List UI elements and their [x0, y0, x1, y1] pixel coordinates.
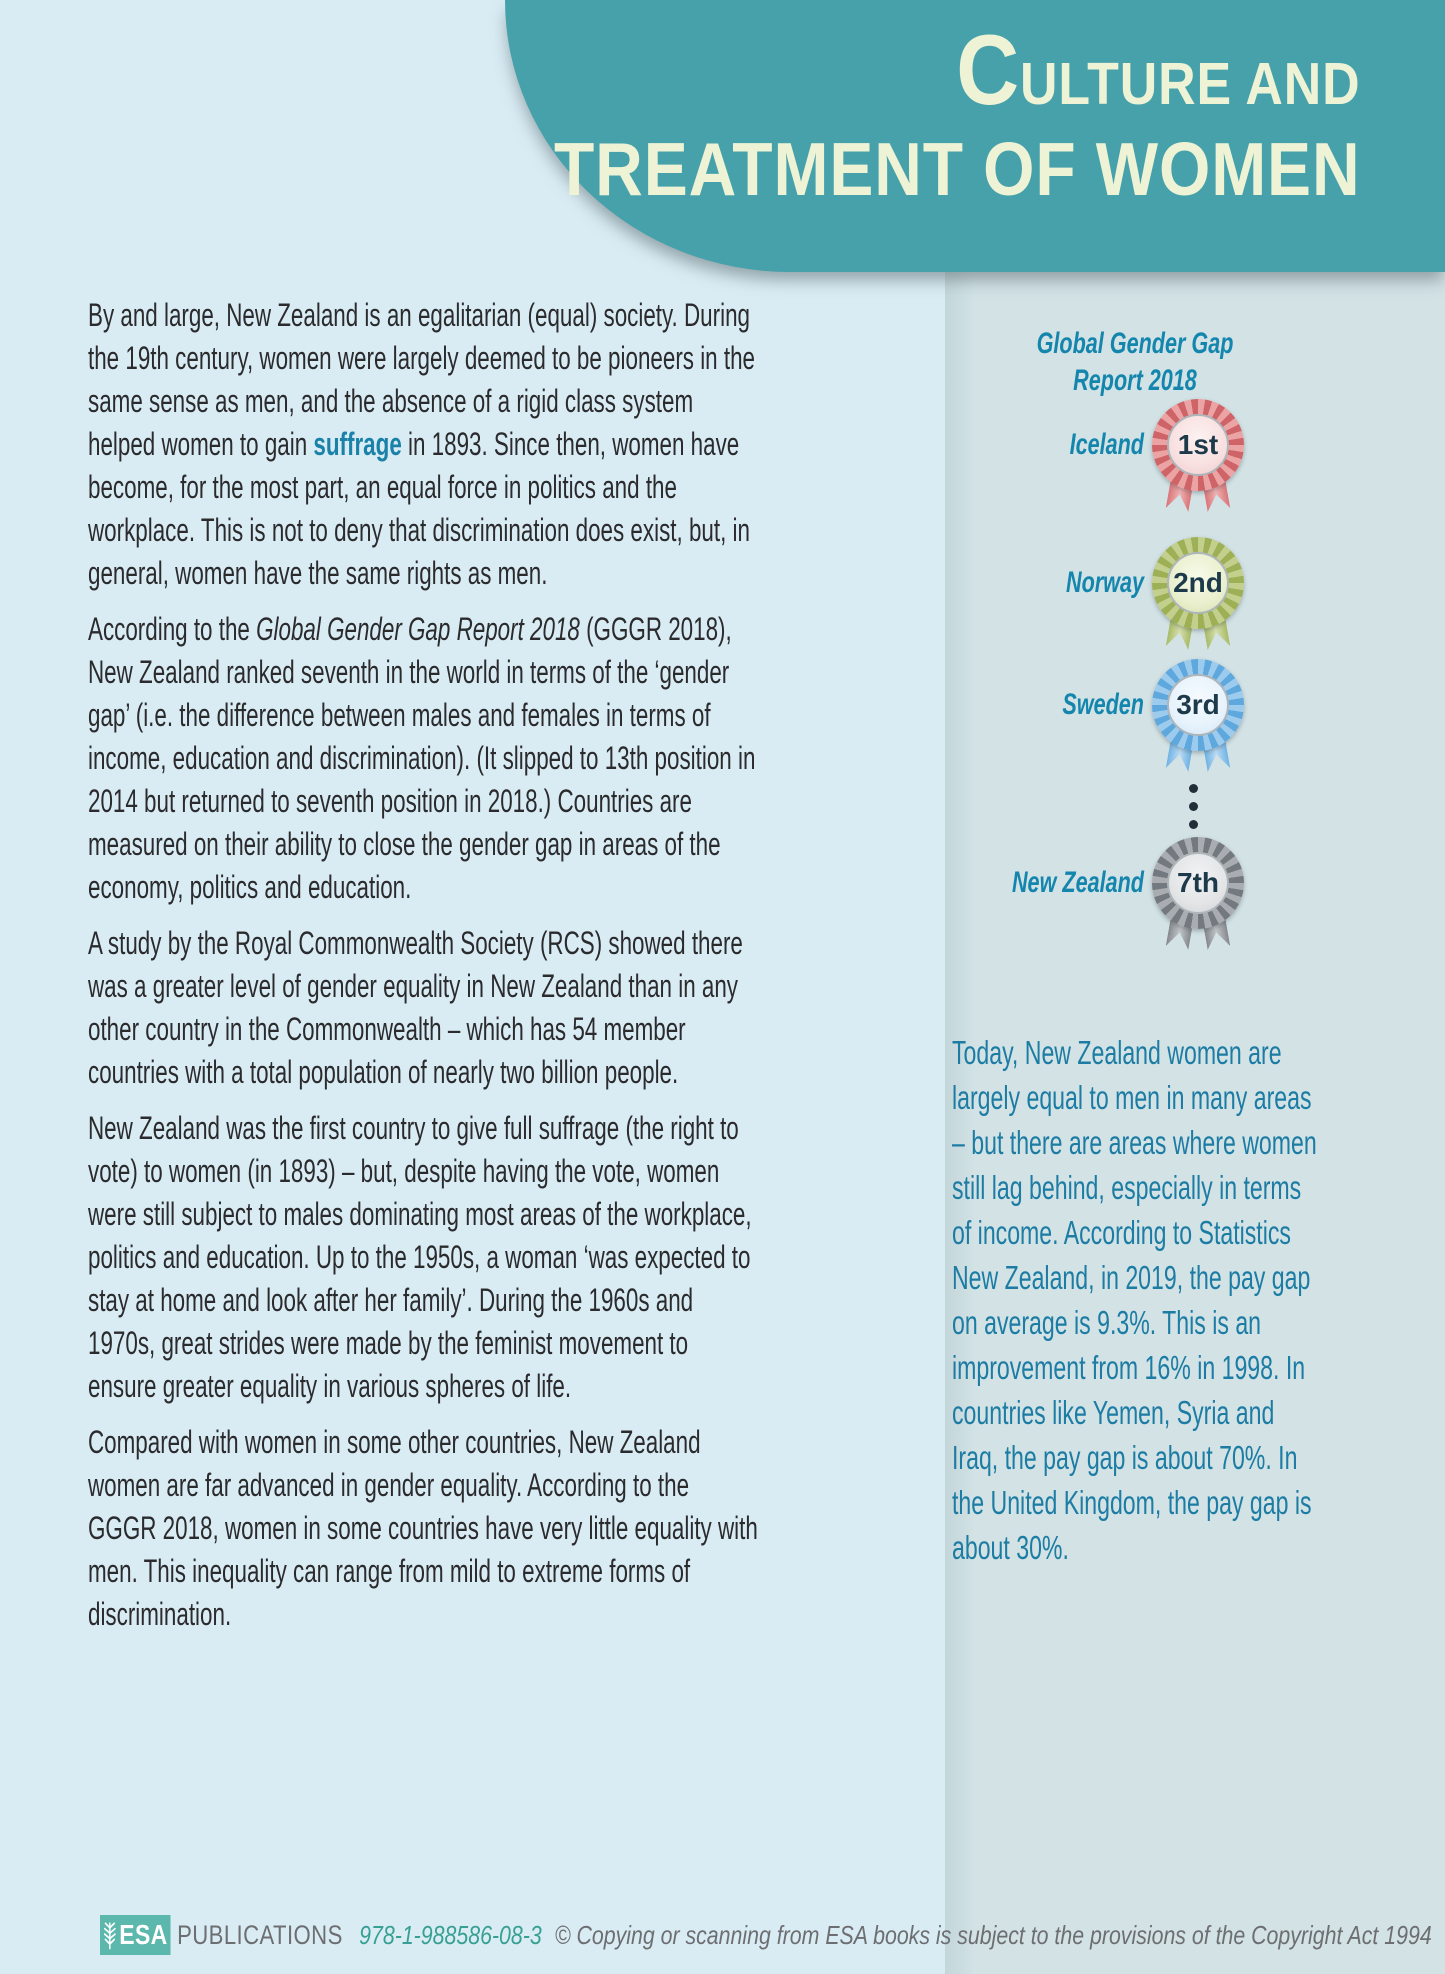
rank-badge: 1st — [1167, 414, 1229, 476]
paragraph-1: By and large, New Zealand is an egalitarian (equal) society. During the 19th century, women were largely deemed to be pioneers in the same sense as men, and the absence of a rigid class system helped women to gain suffrage in 1893. Since then, women have become, for the most part, an equal force in politics and the workplace. This is not to deny that discrimination does exist, but, in general, women have the same rights as men. — [88, 297, 756, 591]
rank-badge: 3rd — [1167, 674, 1229, 736]
dot — [1189, 820, 1198, 829]
paragraph-3: A study by the Royal Commonwealth Society (RCS) showed there was a greater level of gender equality in New Zealand than in any other country in the Commonwealth – which has 54 member countries with a total population of nearly two billion people. — [88, 925, 743, 1090]
country-label: Iceland — [1069, 428, 1144, 461]
ranking-row-sweden — [948, 659, 1244, 751]
country-label: New Zealand — [1011, 866, 1144, 899]
chapter-header — [505, 0, 1445, 272]
sidebar-title — [955, 325, 1315, 399]
isbn: 978-1-988586-08-3 — [359, 1919, 542, 1950]
ranking-row-iceland — [948, 399, 1244, 491]
sidebar-title-line1: Global Gender Gap — [1036, 327, 1234, 360]
paragraph-4: New Zealand was the first country to give full suffrage (the right to vote) to women (in 1893) – but, despite having the vote, women were still subject to males dominating most areas of the workplace, politics and education. Up to the 1950s, a woman ‘was expected to stay at home and look after her family’. During the 1960s and 1970s, great strides were made by the feminist movement to ensure greater equality in various spheres of life. — [88, 1110, 752, 1404]
dot — [1189, 802, 1198, 811]
ranking-row-norway — [948, 537, 1244, 629]
award-ribbon-icon — [1152, 659, 1244, 751]
esa-logo — [100, 1915, 171, 1955]
footer — [100, 1913, 1432, 1957]
fern-icon — [103, 1919, 118, 1951]
copyright-text: © Copying or scanning from ESA books is subject to the provisions of the Copyright Act 1994 — [554, 1919, 1432, 1950]
ellipsis-dots — [1189, 784, 1199, 838]
ranking-row-new-zealand — [948, 837, 1244, 929]
page-title-line2: TREATMENT OF WOMEN — [553, 127, 1360, 211]
award-ribbon-icon — [1152, 837, 1244, 929]
award-ribbon-icon — [1152, 537, 1244, 629]
publisher-label: PUBLICATIONS — [177, 1919, 343, 1950]
page-title-line1: CULTURE AND — [955, 14, 1360, 125]
esa-logo-text: ESA — [119, 1919, 168, 1950]
country-label: Norway — [1065, 566, 1144, 599]
award-ribbon-icon — [1152, 399, 1244, 491]
body-text — [88, 294, 760, 1649]
country-label: Sweden — [1062, 688, 1144, 721]
rank-badge: 7th — [1167, 852, 1229, 914]
dot — [1189, 784, 1198, 793]
sidebar-title-line2: Report 2018 — [1073, 364, 1197, 397]
rank-badge: 2nd — [1167, 552, 1229, 614]
sidebar-note: Today, New Zealand women are largely equal to men in many areas – but there are areas where women still lag behind, especially in terms of income. According to Statistics New Zealand, in 2019, the pay gap on average is 9.3%. This is an improvement from 16% in 1998. In countries like Yemen, Syria and Iraq, the pay gap is about 70%. In the United Kingdom, the pay gap is about 30%. — [952, 1034, 1317, 1566]
sidebar-panel — [945, 0, 1445, 1974]
paragraph-2: According to the Global Gender Gap Report 2018 (GGGR 2018), New Zealand ranked seventh in the world in terms of the ‘gender gap’ (i.e. the difference between males and females in terms of income, education and discrimination). (It slipped to 13th position in 2014 but returned to seventh position in 2018.) Countries are measured on their ability to close the gender gap in areas of the economy, politics and education. — [88, 611, 756, 905]
page-title — [553, 14, 1360, 211]
paragraph-5: Compared with women in some other countries, New Zealand women are far advanced in gender equality. According to the GGGR 2018, women in some countries have very little equality with men. This inequality can range from mild to extreme forms of discrimination. — [88, 1424, 758, 1632]
